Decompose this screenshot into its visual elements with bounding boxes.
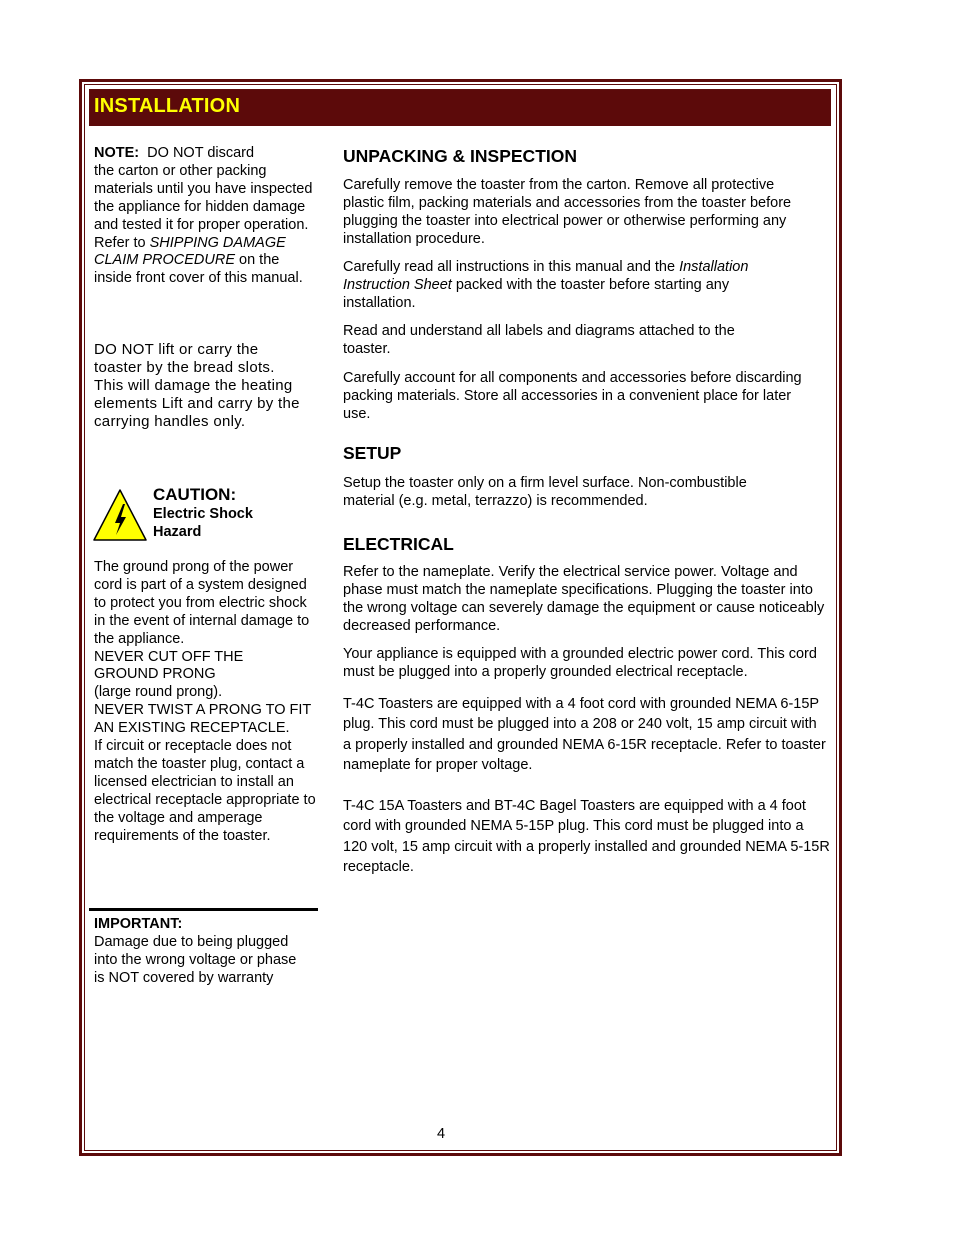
lift-warning <box>94 341 304 431</box>
electrical-p4-text: T-4C 15A Toasters and BT-4C Bagel Toasters are equipped with a 4 foot cord with grounded NEMA 5-15P plug. This cord must be plugged into a 120 volt, 15 amp circuit with a properly installed and grounded NEMA 5-15R receptacle. <box>343 798 830 875</box>
caution-block <box>90 484 320 544</box>
sidebar-divider <box>89 908 318 911</box>
caution-subtitle-text: Electric Shock Hazard <box>153 506 253 540</box>
electrical-p1-text: Refer to the nameplate. Verify the electrical service power. Voltage and phase must match the nameplate specifications. Plugging the toaster into the wrong voltage can severely damage the equipment or cause noticeably decreased performance. <box>343 564 825 634</box>
page-number: 4 <box>437 1126 446 1142</box>
page-title: INSTALLATION <box>94 95 241 117</box>
ground-never-cut <box>94 649 316 685</box>
electrical-p2 <box>343 646 831 682</box>
note-text-first: DO NOT discard <box>139 145 255 161</box>
unpacking-p1 <box>343 177 831 249</box>
unpacking-p2-suffix: packed with the toaster before starting any installation. <box>343 276 730 311</box>
unpacking-p2-italic: Installation Instruction Sheet <box>343 259 749 293</box>
ground-large-round: (large round prong). <box>94 684 223 701</box>
caution-title: CAUTION: <box>153 485 237 504</box>
unpacking-p2-text <box>343 259 793 313</box>
unpacking-p2 <box>343 259 831 313</box>
note-refer-italic: SHIPPING DAMAGE CLAIM PROCEDURE <box>94 234 286 269</box>
electrical-p2-text: Your appliance is equipped with a grounded electric power cord. This cord must be plugged into a properly grounded electrical receptacle. <box>343 646 817 680</box>
note-text: the carton or other packing materials until you have inspected the appliance for hidden damage and tested it for proper operation. <box>94 162 313 233</box>
sidebar-note <box>94 145 316 288</box>
unpacking-p1-text: Carefully remove the toaster from the carton. Remove all protective plastic film, packing materials and accessories from the toaster before plugging the toaster into electrical power or otherwise performing any installation procedure. <box>343 177 792 247</box>
setup-heading: SETUP <box>343 443 402 463</box>
important-label-text: IMPORTANT: <box>94 916 183 932</box>
caution-subtitle <box>153 506 263 541</box>
electrical-p1 <box>343 564 831 636</box>
electrical-p3-text: T-4C Toasters are equipped with a 4 foot cord with grounded NEMA 6-15P plug. This cord must be plugged into a 208 or 240 volt, 15 amp circuit with a properly installed and grounded NEMA 6-15R receptacle. Refer to toaster nameplate for proper voltage. <box>343 696 826 773</box>
unpacking-heading: UNPACKING & INSPECTION <box>343 146 577 166</box>
unpacking-p2-prefix: Carefully read all instructions in this manual and the <box>343 259 680 275</box>
ground-circuit: If circuit or receptacle does not match the toaster plug, contact a licensed electrician to install an electrical receptacle appropriate to the voltage and amperage requirements of the toaster. <box>94 738 316 844</box>
setup-p1 <box>343 475 831 511</box>
electric-shock-warning-icon <box>92 488 148 542</box>
unpacking-p3-text: Read and understand all labels and diagrams attached to the toaster. <box>343 323 735 357</box>
note-paragraph <box>94 145 316 288</box>
electrical-p3 <box>343 694 831 775</box>
ground-never-twist: NEVER TWIST A PRONG TO FIT AN EXISTING RECEPTACLE. <box>94 702 312 737</box>
ground-never-cut-text: NEVER CUT OFF THE GROUND PRONG <box>94 648 244 683</box>
note-refer-prefix: Refer to <box>94 234 150 251</box>
unpacking-p3 <box>343 323 831 359</box>
unpacking-p4 <box>343 370 831 424</box>
electrical-p4 <box>343 796 831 877</box>
unpacking-p4-text: Carefully account for all components and accessories before discarding packing materials. Store all accessories in a convenient place for later use. <box>343 370 802 422</box>
important-text: Damage due to being plugged into the wrong voltage or phase is NOT covered by warranty <box>94 933 297 986</box>
setup-p1-text: Setup the toaster only on a firm level surface. Non-combustible material (e.g. metal, terrazzo) is recommended. <box>343 475 747 509</box>
electrical-heading: ELECTRICAL <box>343 534 454 554</box>
note-label: NOTE: <box>94 145 140 161</box>
ground-prong-text <box>94 559 316 846</box>
important-note <box>94 916 309 988</box>
ground-intro: The ground prong of the power cord is part of a system designed to protect you from electric shock in the event of internal damage to the appliance. <box>94 559 310 647</box>
note-refer-suffix: on the inside front cover of this manual. <box>94 252 303 287</box>
important-label <box>94 916 309 934</box>
lift-warning-text: DO NOT lift or carry the toaster by the bread slots. This will damage the heating elements Lift and carry by the carrying handles only. <box>94 341 300 430</box>
